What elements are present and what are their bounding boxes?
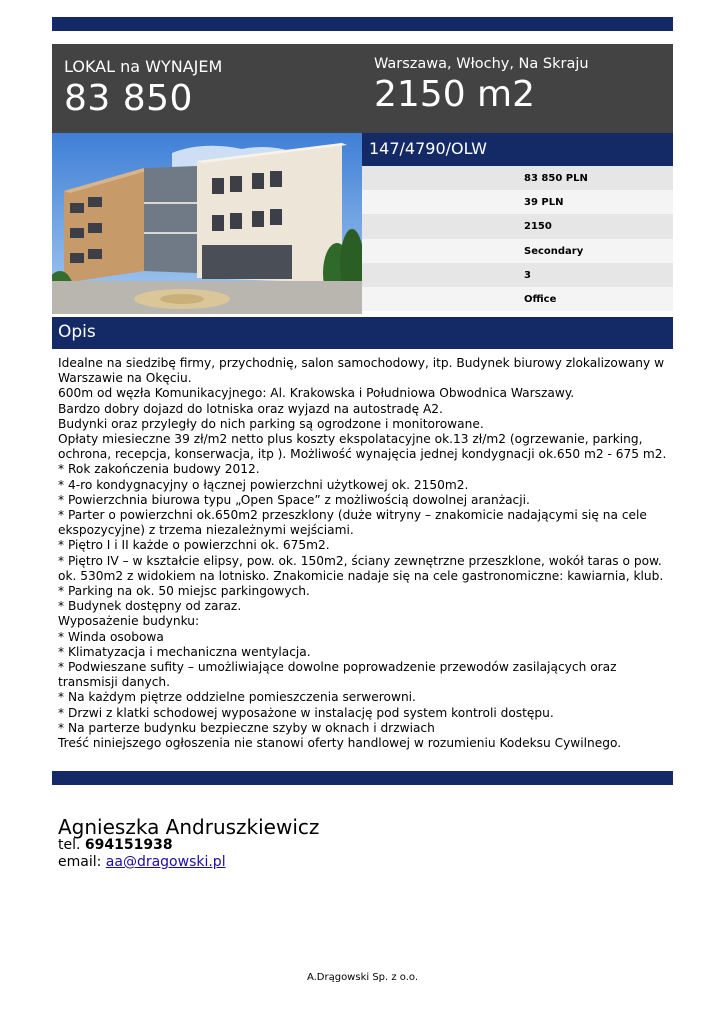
description-line: * Drzwi z klatki schodowej wyposażone w instalację pod system kontroli dostępu. xyxy=(58,705,554,720)
description-line: * Klimatyzacja i mechaniczna wentylacja. xyxy=(58,644,311,659)
description-line: * 4-ro kondygnacyjny o łącznej powierzchni użytkowej ok. 2150m2. xyxy=(58,477,469,492)
agent-phone xyxy=(58,837,173,853)
description-line: * Budynek dostępny od zaraz. xyxy=(58,599,242,614)
description-line: 600m od węzła Komunikacyjnego: Al. Krakowska i Południowa Obwodnica Warszawy. xyxy=(58,386,575,401)
description-line: Wyposażenie budynku: xyxy=(58,614,200,629)
listing-price: 83 850 xyxy=(64,78,193,119)
description-line: * Winda osobowa xyxy=(58,629,164,644)
description-line: * Piętro IV – w kształcie elipsy, pow. ok. 150m2, ściany zewnętrzne przeszklone, wokół taras o pow. ok. 530m2 z widokiem na lotnisko. Znakomicie nadaje się na cele gastronomiczne: kawiarnia, klub. xyxy=(58,553,664,583)
description-line: * Parking na ok. 50 miejsc parkingowych. xyxy=(58,584,310,599)
description-line: Budynki oraz przyległy do nich parking są ogrodzone i monitorowane. xyxy=(58,416,484,431)
description-line: * Parter o powierzchni ok.650m2 przeszklony (duże witryny – znakomicie nadającymi się na cele ekspozycyjne) z trzema niezależnymi wejściami. xyxy=(58,508,647,538)
description-line: * Podwieszane sufity – umożliwiające dowolne poprowadzenie przewodów zasilających oraz transmisji danych. xyxy=(58,660,617,690)
description-line: Treść niniejszego ogłoszenia nie stanowi oferty handlowej w rozumieniu Kodeksu Cywilnego. xyxy=(58,736,622,751)
description-line: * Na każdym piętrze oddzielne pomieszczenia serwerowni. xyxy=(58,690,416,705)
listing-location: Warszawa, Włochy, Na Skraju xyxy=(374,56,589,72)
email-link[interactable]: aa@dragowski.pl xyxy=(105,854,226,870)
reference-number: 147/4790/OLW xyxy=(362,133,673,166)
description-line: * Na parterze budynku bezpieczne szyby w oknach i drzwiach xyxy=(58,720,435,735)
listing-header xyxy=(52,44,673,133)
detail-floors: 3 xyxy=(362,263,673,287)
description-line: Opłaty miesieczne 39 zł/m2 netto plus koszty ekspolatacyjne ok.13 zł/m2 (ogrzewanie, parking, ochrona, recepcja, konserwacja, itp ). Możliwość wynajęcia jednej kondygnacji ok.650 m2 - 675 m2. xyxy=(58,432,667,462)
agent-name: Agnieszka Andruszkiewicz xyxy=(58,815,320,839)
footer-company: A.Drągowski Sp. z o.o. xyxy=(306,972,419,983)
detail-property-type: Office xyxy=(362,287,673,311)
description-line: * Rok zakończenia budowy 2012. xyxy=(58,462,260,477)
section-divider-bar xyxy=(52,771,673,785)
email-label: email: xyxy=(58,854,102,870)
detail-market: Secondary xyxy=(362,239,673,263)
section-title: Opis xyxy=(52,317,673,349)
phone-label: tel. xyxy=(58,837,81,853)
description-line: * Powierzchnia biurowa typu „Open Space” z możliwością dowolnej aranżacji. xyxy=(58,492,530,507)
phone-number[interactable]: 694151938 xyxy=(84,837,173,853)
agent-email xyxy=(58,854,226,870)
description xyxy=(58,356,670,751)
description-line: Bardzo dobry dojazd do lotniska oraz wyjazd na autostradę A2. xyxy=(58,401,443,416)
listing-area: 2150 m2 xyxy=(374,74,536,115)
listing-type: LOKAL na WYNAJEM xyxy=(64,57,223,76)
top-divider-bar xyxy=(52,17,673,31)
description-line: Idealne na siedzibę firmy, przychodnię, salon samochodowy, itp. Budynek biurowy zlokalizowany w Warszawie na Okęciu. xyxy=(58,356,665,386)
details-table xyxy=(362,166,673,311)
detail-area: 2150 xyxy=(362,214,673,238)
detail-price: 83 850 PLN xyxy=(362,166,673,190)
description-line: * Piętro I i II każde o powierzchni ok. 675m2. xyxy=(58,538,330,553)
detail-price-per-m2: 39 PLN xyxy=(362,190,673,214)
property-photo xyxy=(52,133,362,314)
